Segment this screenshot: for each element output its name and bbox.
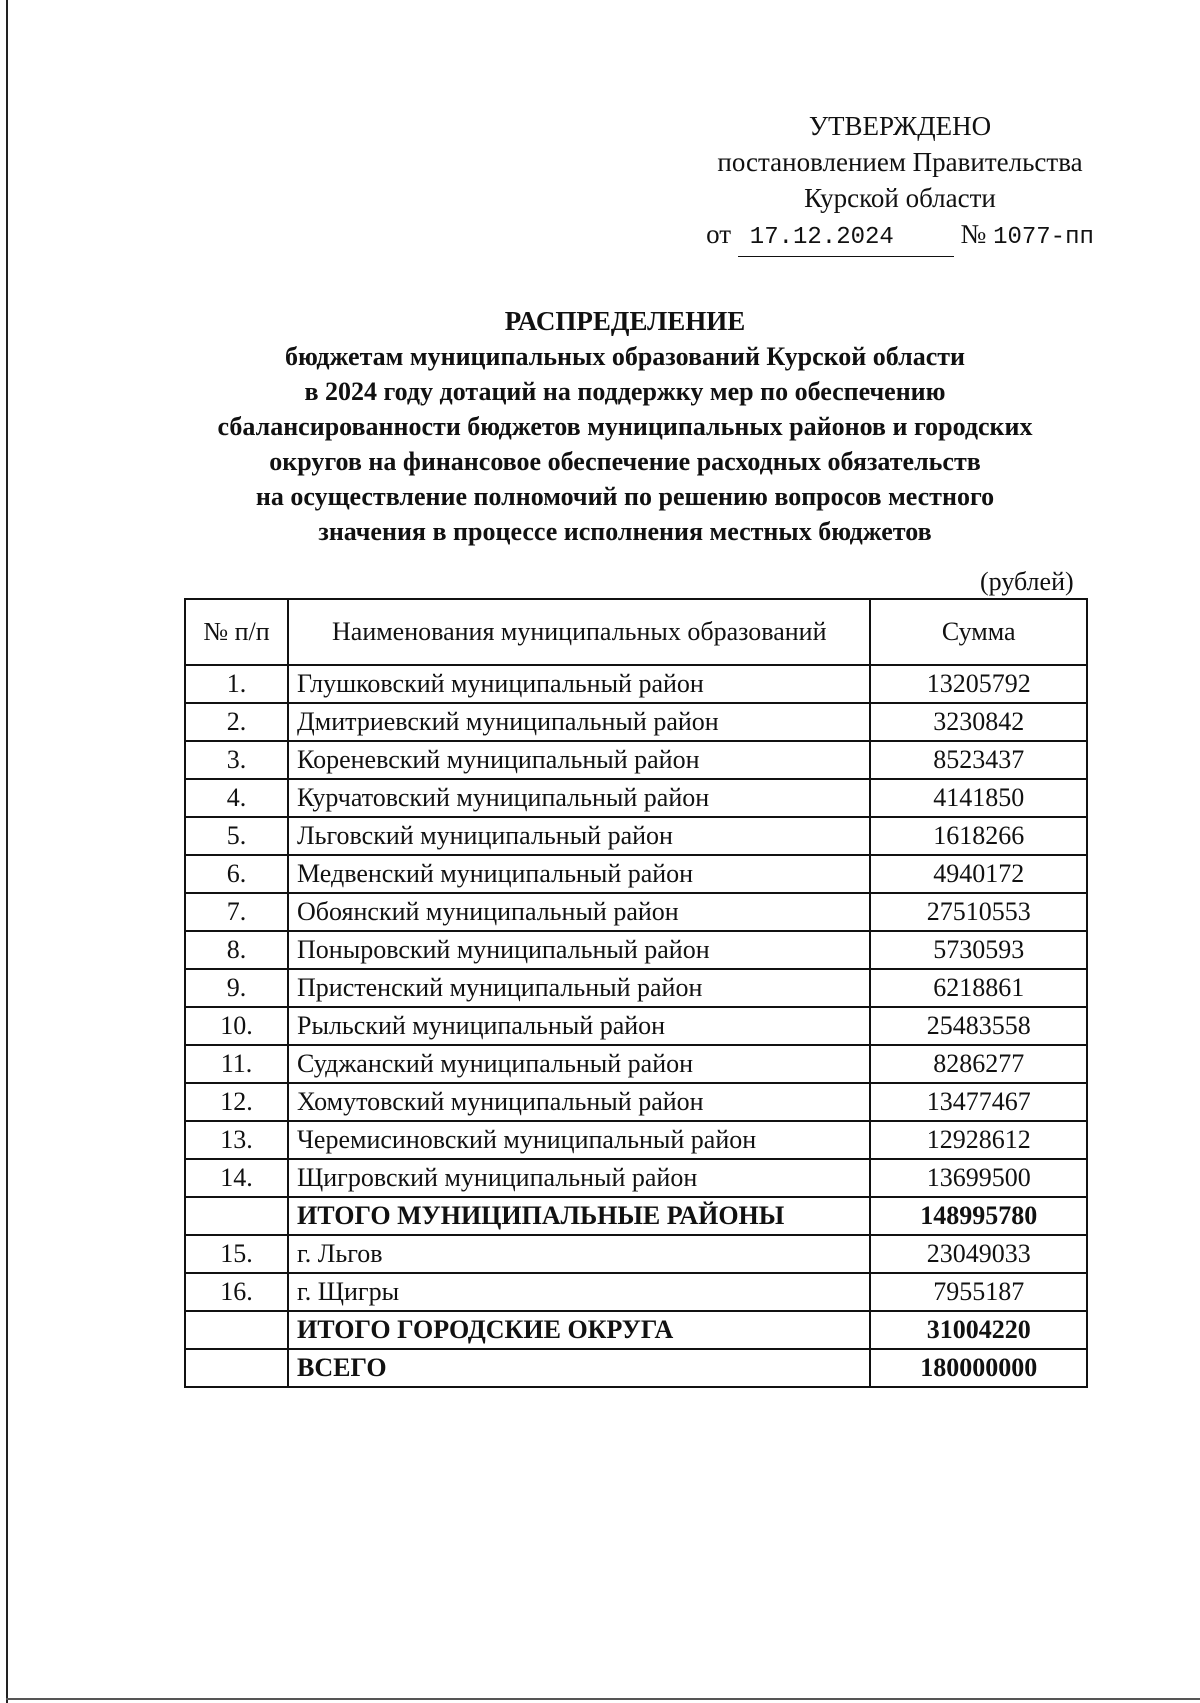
scan-edge-left bbox=[6, 0, 8, 1703]
table-row bbox=[185, 1007, 1087, 1045]
region-label: Курской области bbox=[804, 183, 996, 213]
table-total-row bbox=[185, 1349, 1087, 1387]
approved-label: УТВЕРЖДЕНО bbox=[808, 111, 992, 141]
row-number: 1. bbox=[185, 665, 288, 703]
row-name: Льговский муниципальный район bbox=[288, 817, 870, 855]
row-name: Дмитриевский муниципальный район bbox=[288, 703, 870, 741]
row-number: 3. bbox=[185, 741, 288, 779]
row-sum: 7955187 bbox=[870, 1273, 1087, 1311]
table-row bbox=[185, 741, 1087, 779]
row-sum: 148995780 bbox=[870, 1197, 1087, 1235]
table-row bbox=[185, 665, 1087, 703]
row-number: 2. bbox=[185, 703, 288, 741]
row-number bbox=[185, 1197, 288, 1235]
decree-date-number bbox=[690, 216, 1110, 257]
header-name: Наименования муниципальных образований bbox=[288, 599, 870, 665]
decree-date: 17.12.2024 bbox=[738, 220, 954, 257]
table-total-row bbox=[185, 1197, 1087, 1235]
row-number: 8. bbox=[185, 931, 288, 969]
row-name: г. Льгов bbox=[288, 1235, 870, 1273]
row-sum: 12928612 bbox=[870, 1121, 1087, 1159]
row-name: Пристенский муниципальный район bbox=[288, 969, 870, 1007]
table-row bbox=[185, 893, 1087, 931]
table-row bbox=[185, 817, 1087, 855]
row-name: Курчатовский муниципальный район bbox=[288, 779, 870, 817]
row-name: ВСЕГО bbox=[288, 1349, 870, 1387]
distribution-table bbox=[184, 598, 1088, 1388]
number-sign: № bbox=[960, 219, 987, 249]
title-line: округов на финансовое обеспечение расходных обязательств bbox=[269, 447, 981, 476]
row-number: 15. bbox=[185, 1235, 288, 1273]
row-name: Щигровский муниципальный район bbox=[288, 1159, 870, 1197]
row-name: г. Щигры bbox=[288, 1273, 870, 1311]
table-row bbox=[185, 931, 1087, 969]
row-sum: 13699500 bbox=[870, 1159, 1087, 1197]
table-row bbox=[185, 1045, 1087, 1083]
row-sum: 5730593 bbox=[870, 931, 1087, 969]
table-row bbox=[185, 1235, 1087, 1273]
row-name: Глушковский муниципальный район bbox=[288, 665, 870, 703]
units-label: (рублей) bbox=[980, 567, 1074, 596]
decree-number: 1077-пп bbox=[993, 224, 1094, 251]
row-name: Кореневский муниципальный район bbox=[288, 741, 870, 779]
scan-edge-bottom bbox=[6, 1698, 1200, 1700]
table-row bbox=[185, 855, 1087, 893]
row-sum: 27510553 bbox=[870, 893, 1087, 931]
row-sum: 13205792 bbox=[870, 665, 1087, 703]
row-name: Рыльский муниципальный район bbox=[288, 1007, 870, 1045]
row-sum: 4141850 bbox=[870, 779, 1087, 817]
title-heading: РАСПРЕДЕЛЕНИЕ bbox=[504, 306, 746, 336]
row-number: 16. bbox=[185, 1273, 288, 1311]
table-row bbox=[185, 1273, 1087, 1311]
title-line: сбалансированности бюджетов муниципальных районов и городских bbox=[217, 412, 1033, 441]
table-row bbox=[185, 779, 1087, 817]
title-line: в 2024 году дотаций на поддержку мер по обеспечению bbox=[304, 377, 946, 406]
table-row bbox=[185, 703, 1087, 741]
table-body bbox=[185, 665, 1087, 1387]
header-num: № п/п bbox=[185, 599, 288, 665]
header-sum: Сумма bbox=[870, 599, 1087, 665]
row-number: 7. bbox=[185, 893, 288, 931]
row-sum: 31004220 bbox=[870, 1311, 1087, 1349]
date-prefix: от bbox=[706, 219, 732, 249]
row-sum: 3230842 bbox=[870, 703, 1087, 741]
row-number: 12. bbox=[185, 1083, 288, 1121]
row-number: 5. bbox=[185, 817, 288, 855]
row-name: Черемисиновский муниципальный район bbox=[288, 1121, 870, 1159]
title-line: на осуществление полномочий по решению вопросов местного bbox=[255, 482, 995, 511]
table-header-row bbox=[185, 599, 1087, 665]
table-row bbox=[185, 1121, 1087, 1159]
row-name: Хомутовский муниципальный район bbox=[288, 1083, 870, 1121]
row-name: Обоянский муниципальный район bbox=[288, 893, 870, 931]
row-name: Суджанский муниципальный район bbox=[288, 1045, 870, 1083]
row-sum: 6218861 bbox=[870, 969, 1087, 1007]
row-name: Поныровский муниципальный район bbox=[288, 931, 870, 969]
row-number: 14. bbox=[185, 1159, 288, 1197]
row-sum: 23049033 bbox=[870, 1235, 1087, 1273]
table-row bbox=[185, 1159, 1087, 1197]
document-title bbox=[150, 304, 1100, 549]
row-sum: 8523437 bbox=[870, 741, 1087, 779]
row-name: Медвенский муниципальный район bbox=[288, 855, 870, 893]
row-number: 4. bbox=[185, 779, 288, 817]
row-sum: 8286277 bbox=[870, 1045, 1087, 1083]
row-name: ИТОГО МУНИЦИПАЛЬНЫЕ РАЙОНЫ bbox=[288, 1197, 870, 1235]
row-number bbox=[185, 1349, 288, 1387]
row-number: 13. bbox=[185, 1121, 288, 1159]
approval-block bbox=[690, 108, 1110, 257]
row-sum: 180000000 bbox=[870, 1349, 1087, 1387]
row-number: 6. bbox=[185, 855, 288, 893]
row-number: 10. bbox=[185, 1007, 288, 1045]
row-sum: 13477467 bbox=[870, 1083, 1087, 1121]
title-line: бюджетам муниципальных образований Курской области bbox=[285, 342, 965, 371]
row-sum: 4940172 bbox=[870, 855, 1087, 893]
table-row bbox=[185, 1083, 1087, 1121]
table-row bbox=[185, 969, 1087, 1007]
row-number: 11. bbox=[185, 1045, 288, 1083]
row-sum: 1618266 bbox=[870, 817, 1087, 855]
row-number bbox=[185, 1311, 288, 1349]
decree-label: постановлением Правительства bbox=[717, 147, 1083, 177]
table-total-row bbox=[185, 1311, 1087, 1349]
title-line: значения в процессе исполнения местных бюджетов bbox=[318, 517, 932, 546]
row-sum: 25483558 bbox=[870, 1007, 1087, 1045]
row-number: 9. bbox=[185, 969, 288, 1007]
row-name: ИТОГО ГОРОДСКИЕ ОКРУГА bbox=[288, 1311, 870, 1349]
